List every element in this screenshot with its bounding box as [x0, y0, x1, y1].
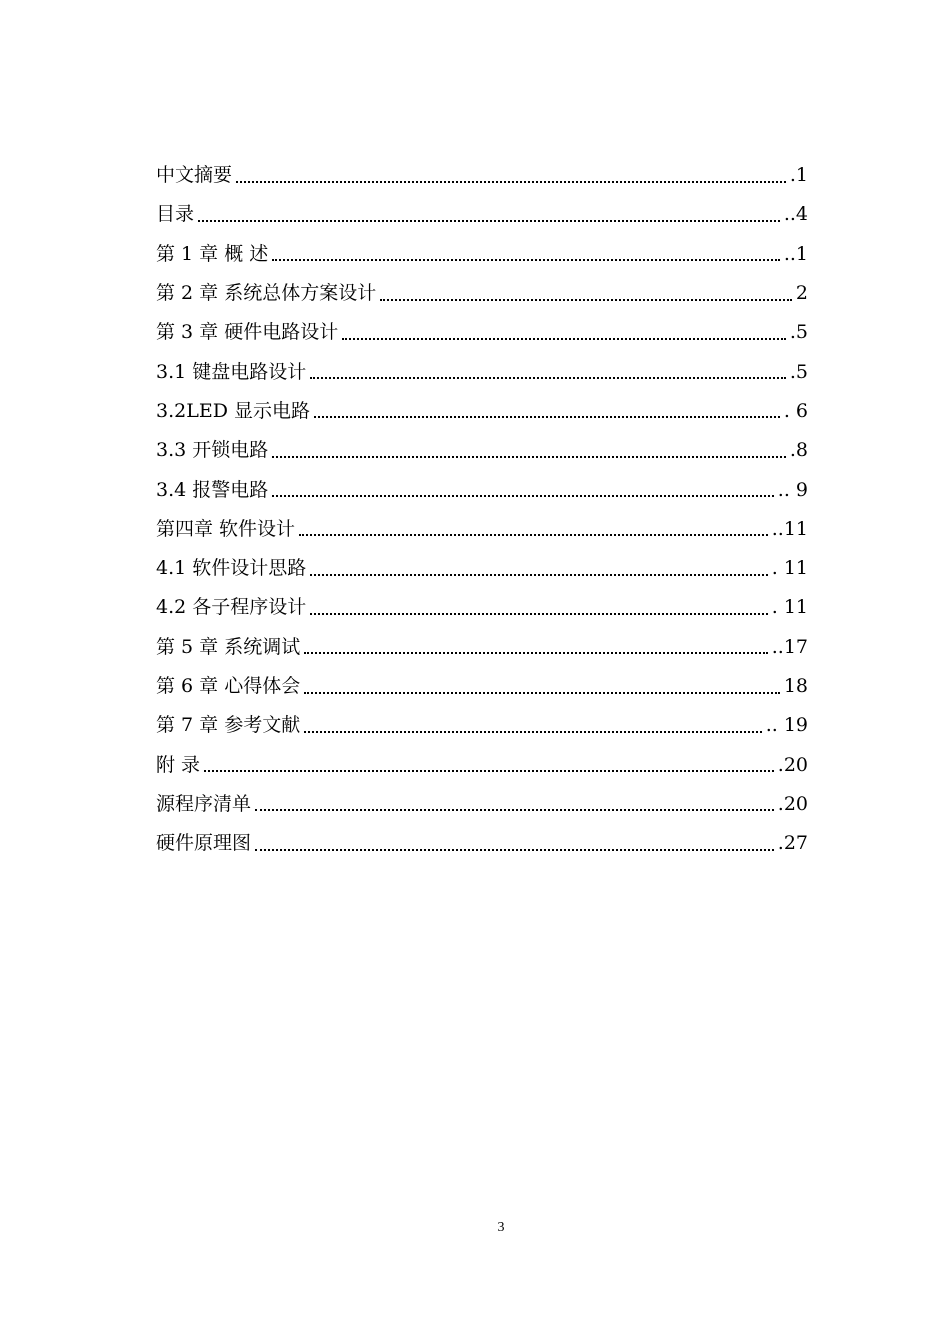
toc-entry-page: ..17 — [771, 635, 808, 658]
toc-entry-title: 4.1 软件设计思路 — [156, 557, 307, 580]
toc-dot-leader — [255, 789, 774, 811]
toc-entry — [156, 235, 808, 274]
toc-dot-leader — [304, 672, 780, 694]
toc-entry — [156, 549, 808, 588]
toc-dot-leader — [272, 436, 786, 458]
toc-entry — [156, 313, 808, 352]
toc-entry — [156, 470, 808, 509]
toc-entry — [156, 824, 808, 863]
toc-entry-title: 第 7 章 参考文献 — [156, 714, 301, 737]
toc-entry-title: 3.4 报警电路 — [156, 478, 269, 501]
toc-entry-page: 18 — [783, 675, 808, 697]
toc-entry-page: .27 — [777, 832, 808, 855]
toc-entry — [156, 392, 808, 431]
toc-dot-leader — [380, 279, 792, 301]
toc-entry-page: .. 19 — [765, 714, 808, 737]
table-of-contents — [156, 156, 808, 863]
toc-entry — [156, 195, 808, 234]
toc-dot-leader — [272, 475, 774, 497]
toc-dot-leader — [342, 318, 786, 340]
toc-entry — [156, 588, 808, 627]
toc-entry-page: . 11 — [771, 557, 808, 580]
toc-entry-title: 第 1 章 概 述 — [156, 242, 269, 265]
toc-entry-title: 中文摘要 — [156, 164, 233, 187]
toc-entry-page: . 11 — [771, 596, 808, 619]
toc-entry — [156, 156, 808, 195]
toc-entry — [156, 785, 808, 824]
toc-entry-page: .1 — [789, 164, 808, 187]
toc-dot-leader — [236, 161, 786, 183]
toc-dot-leader — [272, 239, 780, 261]
toc-entry-title: 3.3 开锁电路 — [156, 439, 269, 462]
toc-entry-title: 源程序清单 — [156, 792, 252, 815]
toc-entry — [156, 431, 808, 470]
toc-dot-leader — [310, 554, 767, 576]
toc-entry-title: 3.1 键盘电路设计 — [156, 360, 307, 383]
toc-dot-leader — [304, 632, 768, 654]
toc-entry-title: 4.2 各子程序设计 — [156, 596, 307, 619]
toc-entry-page: .5 — [789, 360, 808, 383]
toc-entry — [156, 510, 808, 549]
toc-dot-leader — [255, 829, 774, 851]
toc-entry-title: 第 3 章 硬件电路设计 — [156, 321, 339, 344]
toc-entry-page: ..1 — [783, 242, 808, 265]
toc-entry-page: .8 — [789, 439, 808, 462]
toc-entry — [156, 706, 808, 745]
toc-entry — [156, 667, 808, 706]
toc-entry-page: . 6 — [783, 399, 808, 422]
toc-dot-leader — [310, 357, 786, 379]
toc-entry — [156, 352, 808, 391]
toc-entry — [156, 745, 808, 784]
toc-entry-title: 第 6 章 心得体会 — [156, 675, 301, 697]
toc-dot-leader — [299, 514, 768, 536]
toc-entry-title: 第 2 章 系统总体方案设计 — [156, 282, 377, 305]
toc-entry-page: ..4 — [783, 203, 808, 226]
toc-entry-page: .20 — [777, 792, 808, 815]
toc-entry-title: 第四章 软件设计 — [156, 517, 296, 540]
toc-entry-page: .5 — [789, 321, 808, 344]
toc-dot-leader — [204, 750, 774, 772]
toc-entry-page: .. 9 — [777, 478, 808, 501]
toc-dot-leader — [314, 396, 780, 418]
toc-entry-page: 2 — [795, 282, 808, 305]
toc-dot-leader — [310, 593, 767, 615]
toc-entry — [156, 274, 808, 313]
toc-entry — [156, 628, 808, 667]
toc-entry-title: 目录 — [156, 203, 195, 226]
toc-entry-title: 附 录 — [156, 753, 201, 776]
toc-dot-leader — [198, 200, 780, 222]
toc-entry-title: 第 5 章 系统调试 — [156, 635, 301, 658]
toc-entry-page: ..11 — [771, 517, 808, 540]
toc-entry-title: 硬件原理图 — [156, 832, 252, 855]
toc-entry-page: .20 — [777, 753, 808, 776]
toc-dot-leader — [304, 711, 761, 733]
page-number: 3 — [497, 1220, 505, 1235]
toc-entry-title: 3.2LED 显示电路 — [156, 399, 310, 422]
